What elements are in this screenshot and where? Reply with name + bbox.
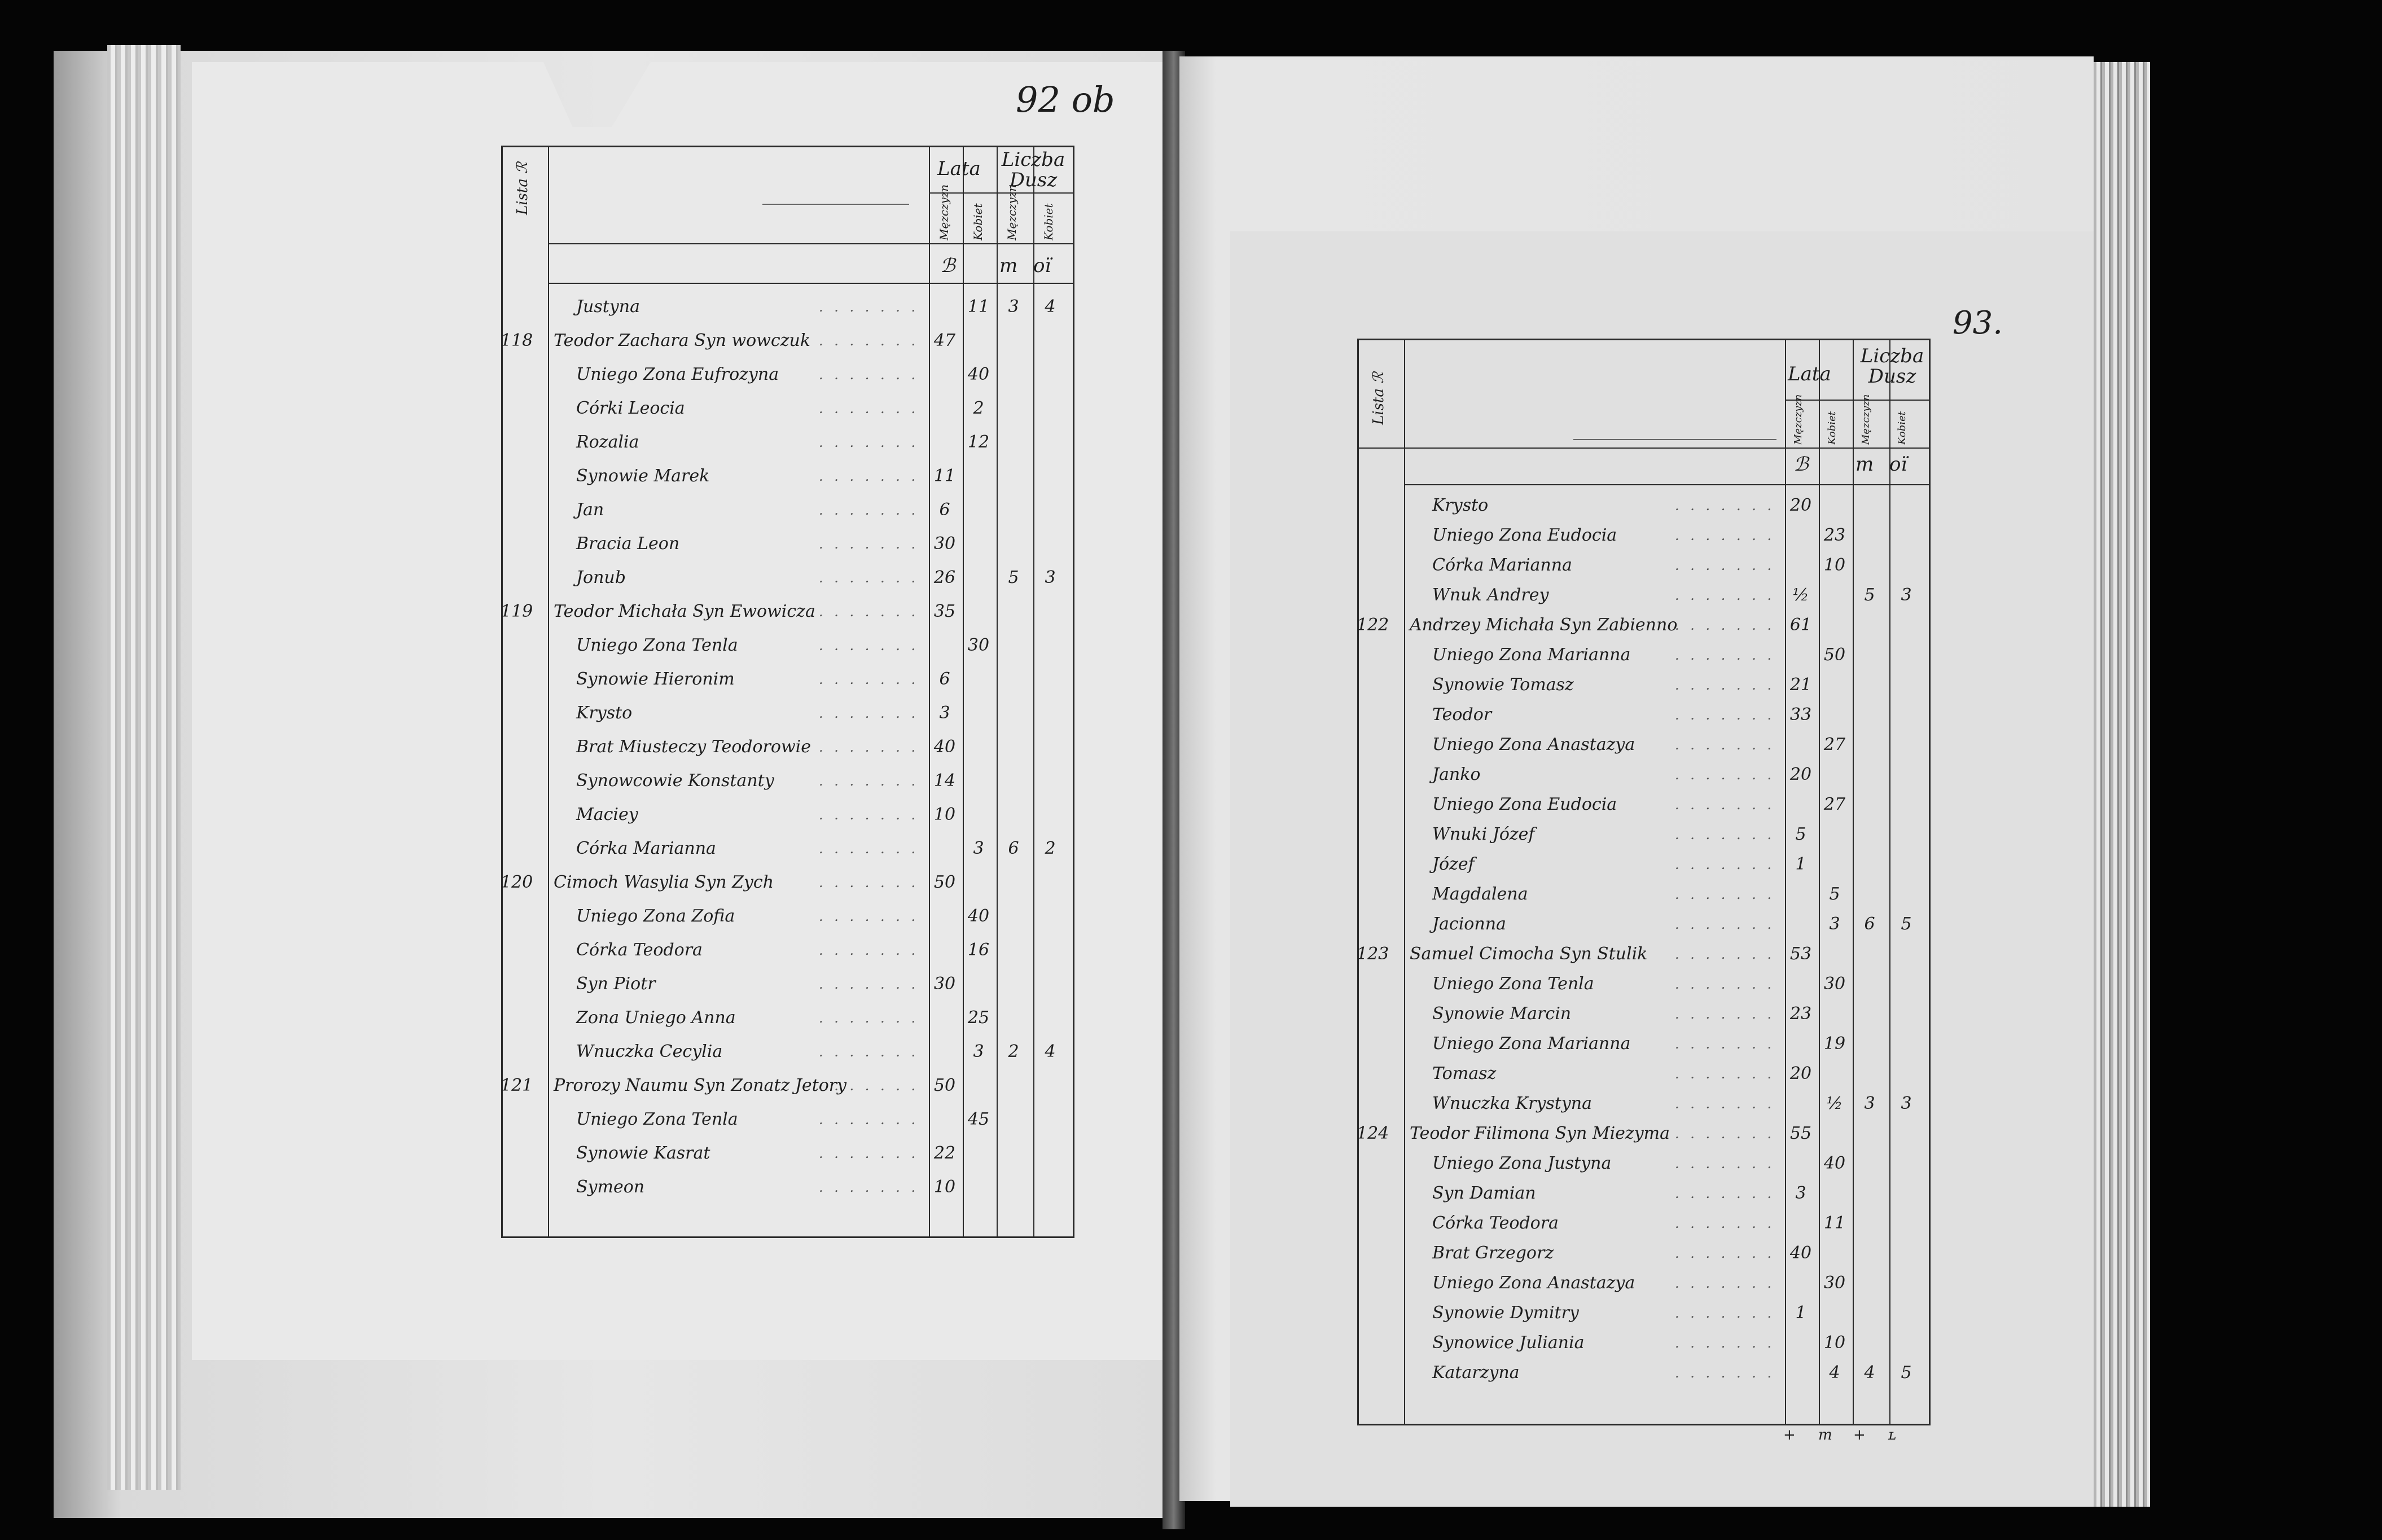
footer-mark: + <box>1783 1427 1796 1444</box>
ledger-row <box>1359 555 1929 585</box>
ledger-row <box>503 872 1073 906</box>
person-name: Córka Teodora <box>1432 1213 1559 1233</box>
age-male: 53 <box>1789 944 1812 964</box>
souls-female: 5 <box>1901 1363 1912 1383</box>
leader-dots: . . . . . . . <box>1675 1036 1775 1052</box>
age-female: 27 <box>1823 735 1846 754</box>
left-page-edges <box>107 45 181 1490</box>
souls-female: 3 <box>1901 585 1912 605</box>
age-male: 3 <box>1795 1183 1806 1203</box>
person-name: Syn Damian <box>1432 1183 1536 1203</box>
leader-dots: . . . . . . . <box>1675 647 1775 663</box>
right-footer-marks <box>1783 1427 1930 1449</box>
ledger-row <box>503 466 1073 500</box>
ledger-row <box>503 737 1073 771</box>
ledger-row <box>1359 765 1929 795</box>
age-male: 20 <box>1789 1064 1812 1083</box>
age-female: 19 <box>1823 1034 1846 1054</box>
leader-dots: . . . . . . . <box>1675 1305 1775 1321</box>
person-name: Teodor <box>1432 705 1492 725</box>
leader-dots: . . . . . . . <box>819 333 919 349</box>
ledger-row <box>503 1109 1073 1143</box>
leader-dots: . . . . . . . <box>1675 976 1775 992</box>
person-name: Jacionna <box>1432 914 1506 934</box>
household-number: 123 <box>1357 944 1389 964</box>
ledger-row <box>1359 884 1929 914</box>
ledger-row <box>1359 645 1929 675</box>
ledger-row <box>1359 1363 1929 1393</box>
souls-female: 3 <box>1901 1094 1912 1113</box>
ledger-row <box>503 771 1073 805</box>
ledger-row <box>503 906 1073 940</box>
souls-female: 5 <box>1901 914 1912 934</box>
leader-dots: . . . . . . . <box>819 1044 919 1060</box>
leader-dots: . . . . . . . <box>819 1010 919 1026</box>
age-male: 20 <box>1789 495 1812 515</box>
age-male: 35 <box>933 602 956 621</box>
souls-female: 3 <box>1045 568 1056 587</box>
person-name: Uniego Zona Tenla <box>1432 974 1594 994</box>
leader-dots: . . . . . . . <box>819 773 919 789</box>
person-name: Synowie Hieronim <box>576 669 735 689</box>
ledger-row <box>503 1042 1073 1076</box>
person-name: Tomasz <box>1432 1064 1497 1083</box>
ledger-row <box>1359 735 1929 765</box>
person-name: Wnuki Józef <box>1432 824 1535 844</box>
ledger-row <box>503 805 1073 839</box>
age-female: 25 <box>967 1008 990 1028</box>
person-name: Jan <box>576 500 604 520</box>
sub-kobiet: Kobiet <box>1896 411 1908 445</box>
leader-dots: . . . . . . . <box>1675 498 1775 514</box>
ledger-row <box>503 432 1073 466</box>
souls-male: 3 <box>1864 1094 1875 1113</box>
age-female: 50 <box>1823 645 1846 665</box>
leader-dots: . . . . . . . <box>1675 587 1775 603</box>
age-male: 21 <box>1789 675 1812 695</box>
ledger-row <box>1359 1333 1929 1363</box>
ledger-row <box>1359 585 1929 615</box>
person-name: Krysto <box>1432 495 1489 515</box>
leader-dots: . . . . . . . <box>819 807 919 823</box>
person-name: Jonub <box>576 568 626 587</box>
souls-male: 5 <box>1008 568 1019 587</box>
ledger-row <box>503 568 1073 602</box>
footer-mark: т <box>1818 1427 1832 1444</box>
age-female: 27 <box>1823 795 1846 814</box>
leader-dots: . . . . . . . <box>1675 1216 1775 1231</box>
leader-dots: . . . . . . . <box>1675 797 1775 813</box>
age-male: 6 <box>939 500 950 520</box>
person-name: Teodor Zachara Syn wowczuk <box>554 331 811 350</box>
person-name: Uniego Zona Zofia <box>576 906 735 926</box>
ledger-row <box>503 534 1073 568</box>
leader-dots: . . . . . . . <box>1675 857 1775 872</box>
age-female: 3 <box>973 839 984 858</box>
person-name: Justyna <box>576 297 640 317</box>
person-name: Rozalia <box>576 432 639 452</box>
leader-dots: . . . . . . . <box>819 739 919 755</box>
souls-male: 4 <box>1864 1363 1875 1383</box>
leader-dots: . . . . . . . <box>1675 528 1775 543</box>
person-name: Symeon <box>576 1177 645 1197</box>
age-male: 26 <box>933 568 956 587</box>
age-female: 23 <box>1823 525 1846 545</box>
sub-kobiet: Kobiet <box>1826 411 1838 445</box>
ledger-row <box>1359 705 1929 735</box>
left-folio-number: 92 ob <box>1016 79 1115 120</box>
age-female: 3 <box>1829 914 1840 934</box>
leader-dots: . . . . . . . <box>819 976 919 992</box>
person-name: Synowie Tomasz <box>1432 675 1574 695</box>
age-male: 22 <box>933 1143 956 1163</box>
right-ledger-table <box>1357 339 1931 1425</box>
leader-dots: . . . . . . . <box>819 1179 919 1195</box>
age-male: 50 <box>933 1076 956 1095</box>
person-name: Andrzey Michała Syn Zabienno <box>1410 615 1678 635</box>
ledger-row <box>1359 615 1929 645</box>
household-number: 124 <box>1357 1124 1389 1143</box>
sub-mezczyzn: Męzczyzn <box>1860 394 1872 445</box>
age-female: 5 <box>1829 884 1840 904</box>
col-liczba-dusz: Liczba Dusz <box>1860 345 1924 388</box>
person-name: Uniego Zona Marianna <box>1432 645 1631 665</box>
sub-kobiet: Kobiet <box>971 203 985 240</box>
leader-dots: . . . . . . . <box>819 638 919 653</box>
person-name: Wnuczka Cecylia <box>576 1042 723 1061</box>
ledger-row <box>503 839 1073 872</box>
leader-dots: . . . . . . . <box>1675 887 1775 902</box>
ledger-row <box>1359 1094 1929 1124</box>
leader-dots: . . . . . . . <box>819 841 919 857</box>
age-female: 45 <box>967 1109 990 1129</box>
leader-dots: . . . . . . . <box>1675 916 1775 932</box>
margin-label: Lista ℛ <box>1370 372 1387 425</box>
ledger-row <box>1359 1064 1929 1094</box>
person-name: Teodor Michała Syn Ewowicza <box>554 602 815 621</box>
souls-female: 2 <box>1045 839 1056 858</box>
person-name: Uniego Zona Tenla <box>576 635 738 655</box>
person-name: Wnuczka Krystyna <box>1432 1094 1592 1113</box>
age-male: 11 <box>933 466 956 486</box>
sub-mezczyzn: Męzczyzn <box>1792 394 1804 445</box>
ledger-row <box>1359 854 1929 884</box>
age-male: 55 <box>1789 1124 1812 1143</box>
leader-dots: . . . . . . . <box>1675 1365 1775 1381</box>
person-name: Córka Teodora <box>576 940 703 960</box>
age-male: 40 <box>933 737 956 757</box>
souls-male: 6 <box>1008 839 1019 858</box>
person-name: Samuel Cimocha Syn Stulik <box>1410 944 1648 964</box>
leader-dots: . . . . . . . <box>819 875 919 890</box>
person-name: Uniego Zona Eufrozyna <box>576 365 779 384</box>
souls-male: 5 <box>1864 585 1875 605</box>
leader-dots: . . . . . . . <box>819 502 919 518</box>
age-female: 40 <box>1823 1153 1846 1173</box>
leader-dots: . . . . . . . <box>1675 1335 1775 1351</box>
sub-mezczyzn: Męzczyzn <box>937 184 951 240</box>
ledger-row <box>503 331 1073 365</box>
leader-dots: . . . . . . . <box>819 367 919 383</box>
age-male: 5 <box>1795 824 1806 844</box>
ledger-row <box>503 398 1073 432</box>
ledger-row <box>1359 824 1929 854</box>
person-name: Krysto <box>576 703 633 723</box>
person-name: Uniego Zona Eudocia <box>1432 525 1617 545</box>
age-female: 30 <box>1823 1273 1846 1293</box>
person-name: Córki Leocia <box>576 398 685 418</box>
leader-dots: . . . . . . . <box>1675 767 1775 783</box>
ledger-row <box>1359 1213 1929 1243</box>
age-female: 12 <box>967 432 990 452</box>
souls-female: 4 <box>1045 1042 1056 1061</box>
person-name: Córka Marianna <box>1432 555 1572 575</box>
col-lata: Lata <box>937 157 981 180</box>
ledger-row <box>1359 1124 1929 1153</box>
person-name: Córka Marianna <box>576 839 716 858</box>
leader-dots: . . . . . . . <box>819 1078 919 1094</box>
letter-oi: ої <box>1889 453 1907 476</box>
leader-dots: . . . . . . . <box>1675 827 1775 843</box>
souls-male: 6 <box>1864 914 1875 934</box>
ledger-row <box>1359 795 1929 824</box>
ledger-row <box>1359 1273 1929 1303</box>
ledger-row <box>1359 675 1929 705</box>
age-male: 23 <box>1789 1004 1812 1024</box>
age-female: 3 <box>973 1042 984 1061</box>
age-male: ½ <box>1792 585 1809 605</box>
leader-dots: . . . . . . . <box>1675 1006 1775 1022</box>
right-page-edges <box>2094 62 2150 1507</box>
person-name: Synowice Juliania <box>1432 1333 1585 1353</box>
person-name: Synowie Dymitry <box>1432 1303 1579 1323</box>
leader-dots: . . . . . . . <box>819 705 919 721</box>
person-name: Synowie Kasrat <box>576 1143 710 1163</box>
age-male: 61 <box>1789 615 1812 635</box>
age-male: 3 <box>939 703 950 723</box>
person-name: Brat Grzegorz <box>1432 1243 1554 1263</box>
person-name: Bracia Leon <box>576 534 680 554</box>
age-female: 4 <box>1829 1363 1840 1383</box>
person-name: Wnuk Andrey <box>1432 585 1549 605</box>
leader-dots: . . . . . . . <box>819 604 919 620</box>
age-male: 6 <box>939 669 950 689</box>
col-lata: Lata <box>1788 363 1831 385</box>
leader-dots: . . . . . . . <box>1675 1275 1775 1291</box>
souls-male: 2 <box>1008 1042 1019 1061</box>
leader-dots: . . . . . . . <box>819 570 919 586</box>
ledger-row <box>1359 1034 1929 1064</box>
leader-dots: . . . . . . . <box>1675 1186 1775 1201</box>
person-name: Magdalena <box>1432 884 1528 904</box>
age-male: 20 <box>1789 765 1812 784</box>
ledger-row <box>503 940 1073 974</box>
ledger-row <box>503 974 1073 1008</box>
person-name: Zona Uniego Anna <box>576 1008 736 1028</box>
leader-dots: . . . . . . . <box>1675 677 1775 693</box>
margin-label: Lista ℛ <box>514 162 531 215</box>
household-number: 121 <box>501 1076 533 1095</box>
age-female: 40 <box>967 906 990 926</box>
right-folio-number: 93. <box>1953 305 2003 341</box>
age-male: 40 <box>1789 1243 1812 1263</box>
person-name: Józef <box>1432 854 1475 874</box>
household-number: 122 <box>1357 615 1389 635</box>
age-female: 30 <box>1823 974 1846 994</box>
person-name: Janko <box>1432 765 1481 784</box>
leader-dots: . . . . . . . <box>1675 1156 1775 1172</box>
ledger-row <box>1359 495 1929 525</box>
leader-dots: . . . . . . . <box>819 1112 919 1127</box>
leader-dots: . . . . . . . <box>819 1146 919 1161</box>
ledger-row <box>1359 1243 1929 1273</box>
ledger-row <box>503 1177 1073 1211</box>
leader-dots: . . . . . . . <box>1675 1066 1775 1082</box>
person-name: Maciey <box>576 805 638 824</box>
person-name: Katarzyna <box>1432 1363 1520 1383</box>
left-ledger-table <box>501 146 1074 1238</box>
leader-dots: . . . . . . . <box>1675 617 1775 633</box>
person-name: Uniego Zona Anastazya <box>1432 735 1635 754</box>
leader-dots: . . . . . . . <box>819 672 919 687</box>
person-name: Synowie Marcin <box>1432 1004 1572 1024</box>
ledger-row <box>1359 944 1929 974</box>
age-male: 1 <box>1795 1303 1806 1323</box>
ledger-row <box>1359 1183 1929 1213</box>
leader-dots: . . . . . . . <box>1675 1245 1775 1261</box>
leader-dots: . . . . . . . <box>819 909 919 924</box>
leader-dots: . . . . . . . <box>1675 1096 1775 1112</box>
person-name: Synowcowie Konstanty <box>576 771 774 791</box>
ledger-row <box>1359 525 1929 555</box>
person-name: Uniego Zona Tenla <box>576 1109 738 1129</box>
letter-b: ℬ <box>940 255 955 277</box>
age-female: 16 <box>967 940 990 960</box>
letter-t: т <box>1855 453 1874 476</box>
person-name: Synowie Marek <box>576 466 710 486</box>
letter-b: ℬ <box>1793 453 1809 476</box>
leader-dots: . . . . . . . <box>1675 707 1775 723</box>
age-female: 30 <box>967 635 990 655</box>
person-name: Syn Piotr <box>576 974 656 994</box>
person-name: Uniego Zona Anastazya <box>1432 1273 1635 1293</box>
footer-mark: ʟ <box>1888 1427 1897 1444</box>
leader-dots: . . . . . . . <box>1675 946 1775 962</box>
age-male: 10 <box>933 1177 956 1197</box>
ledger-row <box>503 297 1073 331</box>
leader-dots: . . . . . . . <box>819 942 919 958</box>
age-male: 30 <box>933 974 956 994</box>
ledger-row <box>1359 974 1929 1004</box>
sub-mezczyzn: Męzczyzn <box>1005 184 1019 240</box>
ledger-row <box>503 602 1073 635</box>
age-female: 2 <box>973 398 984 418</box>
age-female: 10 <box>1823 1333 1846 1353</box>
person-name: Prorozy Naumu Syn Zonatz Jetory <box>554 1076 847 1095</box>
age-male: 47 <box>933 331 956 350</box>
leader-dots: . . . . . . . <box>819 299 919 315</box>
age-female: 10 <box>1823 555 1846 575</box>
person-name: Teodor Filimona Syn Miezyma <box>1410 1124 1670 1143</box>
age-female: 11 <box>1823 1213 1846 1233</box>
age-male: 10 <box>933 805 956 824</box>
age-male: 50 <box>933 872 956 892</box>
age-female: 40 <box>967 365 990 384</box>
household-number: 119 <box>501 602 533 621</box>
ledger-row <box>503 500 1073 534</box>
person-name: Uniego Zona Eudocia <box>1432 795 1617 814</box>
person-name: Uniego Zona Marianna <box>1432 1034 1631 1054</box>
ledger-row <box>1359 1303 1929 1333</box>
ledger-row <box>503 635 1073 669</box>
leader-dots: . . . . . . . <box>1675 558 1775 573</box>
ledger-row <box>503 669 1073 703</box>
age-male: 1 <box>1795 854 1806 874</box>
ledger-row <box>1359 1153 1929 1183</box>
age-female: ½ <box>1826 1094 1843 1113</box>
leader-dots: . . . . . . . <box>819 536 919 552</box>
ledger-row <box>1359 1004 1929 1034</box>
leader-dots: . . . . . . . <box>819 435 919 450</box>
ledger-row <box>503 1076 1073 1109</box>
ledger-row <box>503 1143 1073 1177</box>
household-number: 118 <box>501 331 533 350</box>
col-liczba-dusz: Liczba Dusz <box>1001 148 1065 191</box>
leader-dots: . . . . . . . <box>1675 1126 1775 1142</box>
letter-oi: ої <box>1033 255 1051 277</box>
leader-dots: . . . . . . . <box>1675 737 1775 753</box>
leader-dots: . . . . . . . <box>819 468 919 484</box>
age-female: 11 <box>967 297 990 317</box>
souls-female: 4 <box>1045 297 1056 317</box>
sub-kobiet: Kobiet <box>1042 203 1055 240</box>
person-name: Brat Miusteczy Teodorowie <box>576 737 811 757</box>
person-name: Cimoch Wasylia Syn Zych <box>554 872 774 892</box>
souls-male: 3 <box>1008 297 1019 317</box>
ledger-row <box>503 703 1073 737</box>
age-male: 14 <box>933 771 956 791</box>
ledger-row <box>503 1008 1073 1042</box>
ledger-row <box>1359 914 1929 944</box>
person-name: Uniego Zona Justyna <box>1432 1153 1612 1173</box>
leader-dots: . . . . . . . <box>819 401 919 416</box>
household-number: 120 <box>501 872 533 892</box>
letter-t: т <box>999 255 1018 277</box>
footer-mark: + <box>1853 1427 1866 1444</box>
age-male: 30 <box>933 534 956 554</box>
age-male: 33 <box>1789 705 1812 725</box>
ledger-row <box>503 365 1073 398</box>
